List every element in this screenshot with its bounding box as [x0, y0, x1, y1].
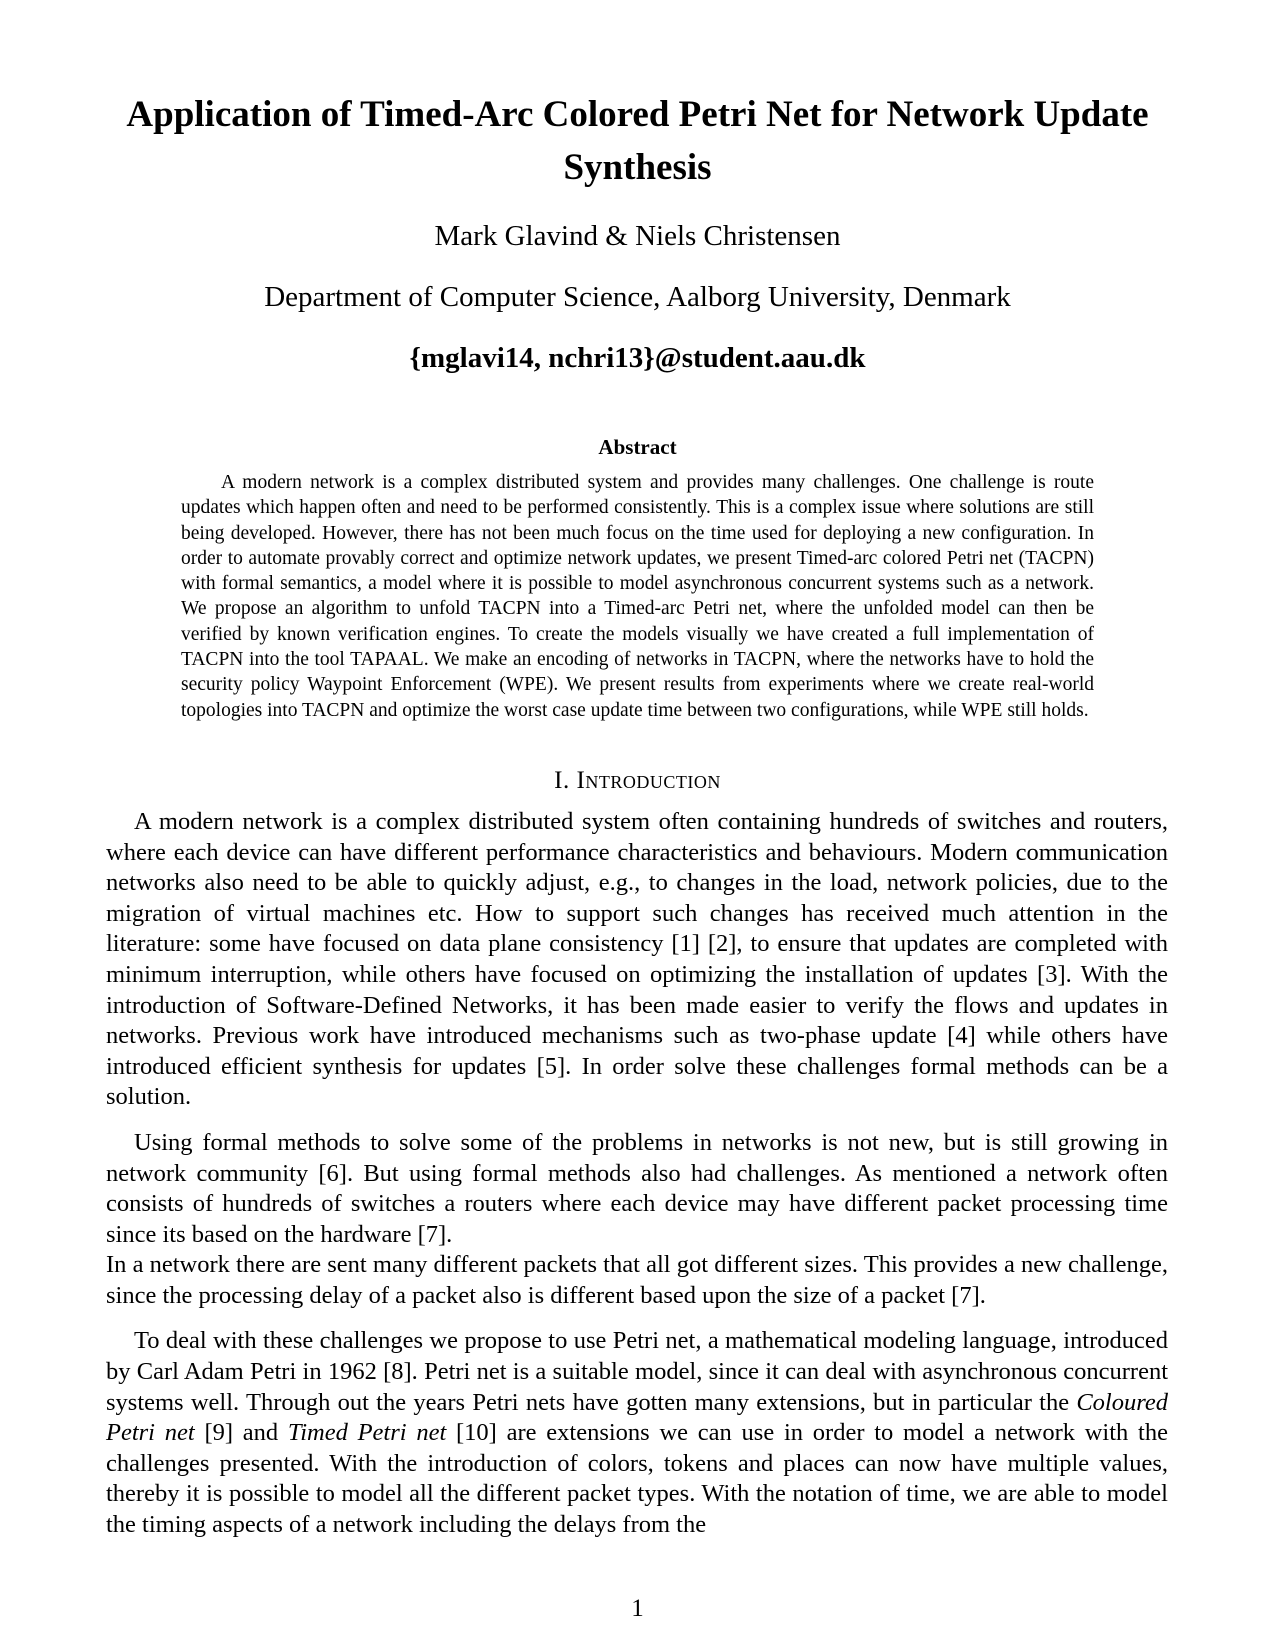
paper-title: Application of Timed-Arc Colored Petri Net for Network Update Synthesis	[126, 94, 1149, 188]
paper-authors: Mark Glavind & Niels Christensen	[434, 220, 841, 252]
text-segment: Using formal methods to solve some of the problems in networks is not new, but is still growing in network community [6]. But using formal methods also had challenges. As mentioned a network often consists of hundreds of switches a routers where each device may have different packet processing time since its based on the hardware [7].	[106, 1128, 1168, 1248]
abstract-section	[0, 435, 1275, 723]
body-paragraph	[106, 1128, 1168, 1250]
abstract-text: A modern network is a complex distributed system and provides many challenges. One challenge is route updates which happen often and need to be performed consistently. This is a complex issue where solutions are still being developed. However, there has not been much focus on the time used for deploying a new configuration. In order to automate provably correct and optimize network updates, we present Timed-arc colored Petri net (TACPN) with formal semantics, a model where it is possible to model asynchronous concurrent systems such as a network. We propose an algorithm to unfold TACPN into a Timed-arc Petri net, where the unfolded model can then be verified by known verification engines. To create the models visually we have created a full implementation of TACPN into the tool TAPAAL. We make an encoding of networks in TACPN, where the networks have to hold the security policy Waypoint Enforcement (WPE). We present results from experiments where we create real-world topologies into TACPN and optimize the worst case update time between two configurations, while WPE still holds.	[181, 472, 1094, 721]
body-paragraph	[106, 1250, 1168, 1311]
text-segment: A modern network is a complex distributed system often containing hundreds of switches and routers, where each device can have different performance characteristics and behaviours. Modern communication networks also need to be able to quickly adjust, e.g., to changes in the load, network policies, due to the migration of virtual machines etc. How to support such changes has received much attention in the literature: some have focused on data plane consistency [1] [2], to ensure that updates are completed with minimum interruption, while others have focused on optimizing the installation of updates [3]. With the introduction of Software-Defined Networks, it has been made easier to verify the flows and updates in networks. Previous work have introduced mechanisms such as two-phase update [4] while others have introduced efficient synthesis for updates [5]. In order solve these challenges formal methods can be a solution.	[106, 807, 1168, 1111]
introduction-body	[106, 807, 1168, 1541]
abstract-heading: Abstract	[598, 435, 677, 459]
text-segment: In a network there are sent many different packets that all got different sizes. This provides a new challenge, since the processing delay of a packet also is different based upon the size of a packet [7].	[106, 1251, 1168, 1309]
body-paragraph	[106, 807, 1168, 1113]
paper-email: {mglavi14, nchri13}@student.aau.dk	[409, 342, 866, 374]
italic-term: Timed Petri net	[287, 1419, 447, 1447]
italic-term: Coloured Petri net	[106, 1388, 1168, 1447]
body-paragraph	[106, 1326, 1168, 1540]
text-segment: [10] are extensions we can use in order to model a network with the challenges presented. With the introduction of colors, tokens and places can now have multiple values, thereby it is possible to model all the different packet types. With the notation of time, we are able to model the timing aspects of a network including the delays from the	[106, 1419, 1168, 1539]
section-heading-introduction: I. Introduction	[554, 766, 721, 794]
text-segment: [9] and	[194, 1419, 288, 1447]
text-segment: To deal with these challenges we propose to use Petri net, a mathematical modeling language, introduced by Carl Adam Petri in 1962 [8]. Petri net is a suitable model, since it can deal with asynchronous concurrent systems well. Through out the years Petri nets have gotten many extensions, but in particular the	[106, 1327, 1168, 1416]
paper-header	[0, 0, 1275, 375]
paper-affiliation: Department of Computer Science, Aalborg University, Denmark	[264, 281, 1011, 313]
page-number: 1	[631, 1595, 644, 1622]
